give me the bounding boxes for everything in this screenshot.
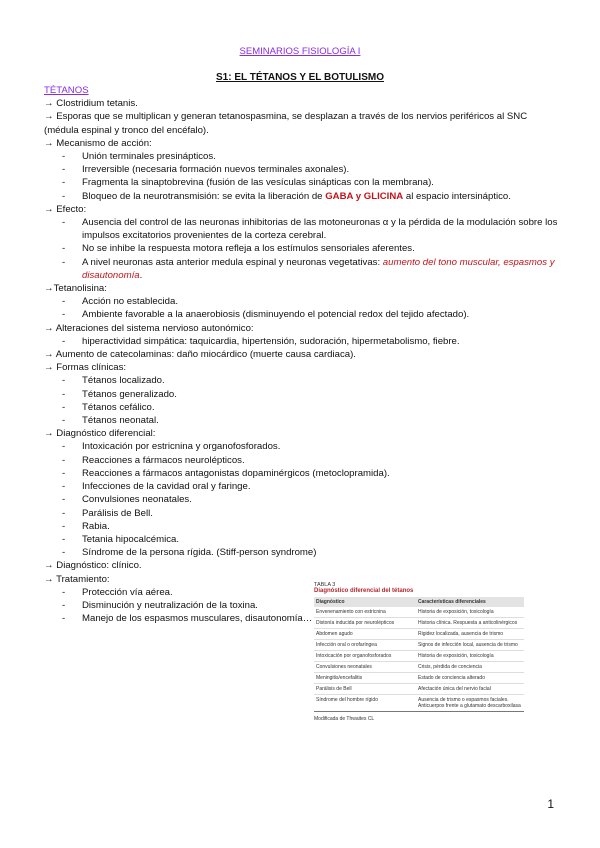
text-line: → Diagnóstico diferencial: xyxy=(44,428,156,440)
seminar-title: S1: EL TÉTANOS Y EL BOTULISMO xyxy=(216,72,384,83)
text-line: → Mecanismo de acción: xyxy=(44,137,152,149)
table-cell: Abdomen agudo xyxy=(316,631,353,637)
bullet-text: Ausencia del control de las neuronas inhibitorias de las motoneuronas α y la pérdida de la modulación sobre los impulsos excitatorios provenientes de la corteza cerebral. xyxy=(82,217,558,242)
bullet-item: - Tétanos cefálico. xyxy=(62,401,155,413)
text-line: → Diagnóstico: clínico. xyxy=(44,560,142,572)
bullet-text: Rabia. xyxy=(82,520,110,532)
table-row xyxy=(314,651,524,662)
bullet-text: Disminución y neutralización de la toxina. xyxy=(82,599,258,611)
table-row xyxy=(314,607,524,618)
bullet-item: - Protección vía aérea. xyxy=(62,586,173,598)
bullet-text: Tétanos cefálico. xyxy=(82,401,155,413)
bullet-item: - hiperactividad simpática: taquicardia, hipertensión, sudoración, hipermetabolismo, fiebre. xyxy=(62,335,460,347)
bullet-text: . xyxy=(139,269,143,281)
bullet-text: No se inhibe la respuesta motora refleja a los estímulos sensoriales aferentes. xyxy=(82,243,415,255)
text-line: → Efecto: xyxy=(44,203,87,215)
bullet-item: - Tétanos neonatal. xyxy=(62,415,159,427)
table-row xyxy=(314,618,524,629)
text-line: → Alteraciones del sistema nervioso autonómico: xyxy=(44,322,254,334)
text-line: → Clostridium tetanis. xyxy=(44,98,138,110)
table-title: Diagnóstico diferencial del tétanos xyxy=(314,588,414,594)
bullet-text: A nivel neuronas asta anterior medula espinal y neuronas vegetativas: xyxy=(82,256,383,268)
section-heading: TÉTANOS xyxy=(44,85,89,96)
bullet-text: Síndrome de la persona rígida. (Stiff-person syndrome) xyxy=(82,547,317,559)
bullet-item: - A nivel neuronas asta anterior medula espinal y neuronas vegetativas: aumento del tono muscular, espasmos y disautonomía. xyxy=(62,256,555,281)
bullet-text: Convulsiones neonatales. xyxy=(82,494,192,506)
table-cell: Historia de exposición, toxicología xyxy=(418,609,494,615)
table-cell: Historia clínica. Respuesta a anticolinérgicos xyxy=(418,620,518,626)
table-cell: Historia de exposición, toxicología xyxy=(418,653,494,659)
bullet-item: - Reacciones a fármacos antagonistas dopaminérgicos (metoclopramida). xyxy=(62,467,390,479)
table-row xyxy=(314,673,524,684)
bullet-item: - Ausencia del control de las neuronas inhibitorias de las motoneuronas α y la pérdida de la modulación sobre los impulsos excitatorios provenientes de la corteza cerebral. xyxy=(62,217,558,242)
bullet-item: - Disminución y neutralización de la toxina. xyxy=(62,599,258,611)
bullet-item: - Parálisis de Bell. xyxy=(62,507,153,519)
bullet-item: - Infecciones de la cavidad oral y faringe. xyxy=(62,481,251,493)
bullet-text: Fragmenta la sinaptobrevina (fusión de las vesículas sinápticas con la membrana). xyxy=(82,177,434,189)
table-cell: Signos de infección local, ausencia de trismo xyxy=(418,642,518,648)
text-line: → Tratamiento: xyxy=(44,573,110,585)
table-cell: Afectación única del nervio facial xyxy=(418,686,491,692)
document-body xyxy=(44,84,560,625)
bullet-text: Tétanos neonatal. xyxy=(82,415,159,427)
bullet-text: Tétanos generalizado. xyxy=(82,388,177,400)
bullet-text: Irreversible (necesaria formación nuevos terminales axonales). xyxy=(82,164,350,176)
bullet-text: al espacio intersináptico. xyxy=(403,190,511,202)
table-cell: Crisis, pérdida de conciencia xyxy=(418,664,482,670)
bullet-item: - Síndrome de la persona rígida. (Stiff-person syndrome) xyxy=(62,547,317,559)
highlight-text: aumento del tono muscular, espasmos y disautonomía xyxy=(82,256,555,281)
bullet-text: Unión terminales presinápticos. xyxy=(82,151,216,163)
table-cell: Intoxicación por organofosforados xyxy=(316,653,392,659)
course-title: SEMINARIOS FISIOLOGÍA I xyxy=(239,46,361,57)
table-cell: Parálisis de Bell xyxy=(316,686,352,692)
table-cell: Rigidez localizada, ausencia de trismo xyxy=(418,631,504,637)
bullet-item: - No se inhibe la respuesta motora refleja a los estímulos sensoriales aferentes. xyxy=(62,243,415,255)
page-number: 1 xyxy=(547,797,554,811)
bullet-item: - Convulsiones neonatales. xyxy=(62,494,192,506)
bullet-item: - Tétanos localizado. xyxy=(62,375,165,387)
bullet-text: Parálisis de Bell. xyxy=(82,507,153,519)
text-line: → Aumento de catecolaminas: daño miocárdico (muerte causa cardiaca). xyxy=(44,349,356,361)
table-row xyxy=(314,695,524,712)
bullet-item: - Tétanos generalizado. xyxy=(62,388,177,400)
table-cell: Síndrome del hombre rígido xyxy=(316,697,378,703)
table-row xyxy=(314,684,524,695)
bullet-text: Tetania hipocalcémica. xyxy=(82,533,180,545)
bullet-item: - Bloqueo de la neurotransmisión: se evita la liberación de GABA y GLICINA al espacio intersináptico. xyxy=(62,190,511,202)
table-header xyxy=(314,597,524,607)
bullet-item: - Ambiente favorable a la anaerobiosis (disminuyendo el potencial redox del tejido afectado). xyxy=(62,309,470,321)
text-line: → Formas clínicas: xyxy=(44,362,127,374)
bullet-text: Reacciones a fármacos neurolépticos. xyxy=(82,454,245,466)
bullet-item: - Irreversible (necesaria formación nuevos terminales axonales). xyxy=(62,164,350,176)
table-header-cell: Diagnóstico xyxy=(316,599,345,605)
table-cell: Meningitis/encefalitis xyxy=(316,675,363,681)
bullet-text: Ambiente favorable a la anaerobiosis (disminuyendo el potencial redox del tejido afectado). xyxy=(82,309,470,321)
highlight-text: GABA y GLICINA xyxy=(325,190,404,202)
table-cell: Estado de conciencia alterado xyxy=(418,675,485,681)
bullet-text: Manejo de los espasmos musculares, disautonomía… xyxy=(82,613,313,625)
table-row xyxy=(314,662,524,673)
bullet-item: - Acción no establecida. xyxy=(62,296,178,308)
bullet-text: Reacciones a fármacos antagonistas dopaminérgicos (metoclopramida). xyxy=(82,467,390,479)
bullet-item: - Tetania hipocalcémica. xyxy=(62,533,180,545)
table-footer: Modificada de Thwaites CL xyxy=(314,716,375,722)
table-row xyxy=(314,640,524,651)
bullet-text: Acción no establecida. xyxy=(82,296,178,308)
bullet-item: - Intoxicación por estricnina y organofosforados. xyxy=(62,441,281,453)
bullet-item: - Rabia. xyxy=(62,520,110,532)
bullet-text: hiperactividad simpática: taquicardia, hipertensión, sudoración, hipermetabolismo, fiebre. xyxy=(82,335,460,347)
bullet-item: - Fragmenta la sinaptobrevina (fusión de las vesículas sinápticas con la membrana). xyxy=(62,177,434,189)
differential-diagnosis-table xyxy=(314,582,524,722)
bullet-item: - Unión terminales presinápticos. xyxy=(62,151,216,163)
bullet-text: Intoxicación por estricnina y organofosforados. xyxy=(82,441,281,453)
table-cell: Distonía inducida por neurolépticos xyxy=(316,620,395,626)
table-label: TABLA 3 xyxy=(314,582,336,588)
table-cell: Ausencia de trismo o espasmos faciales. Anticuerpos frente a glutamato descarboxilasa xyxy=(418,697,521,709)
table-row xyxy=(314,629,524,640)
text-line: →Tetanolisina: xyxy=(44,283,107,295)
table-cell: Infección oral o orofaríngea xyxy=(316,642,377,648)
bullet-text: Bloqueo de la neurotransmisión: se evita la liberación de xyxy=(82,190,326,202)
text-line: → Esporas que se multiplican y generan tetanospasmina, se desplazan a través de los nervios periféricos al SNC (médula espinal y tronco del encéfalo). xyxy=(44,111,528,136)
bullet-text: Tétanos localizado. xyxy=(82,375,165,387)
bullet-text: Protección vía aérea. xyxy=(82,586,173,598)
table-cell: Envenenamiento con estricnina xyxy=(316,609,386,615)
table-cell: Convulsiones neonatales xyxy=(316,664,372,670)
bullet-item: - Reacciones a fármacos neurolépticos. xyxy=(62,454,245,466)
bullet-text: Infecciones de la cavidad oral y faringe. xyxy=(82,481,251,493)
bullet-item: - Manejo de los espasmos musculares, disautonomía… xyxy=(62,613,313,625)
table-header-cell: Características diferenciales xyxy=(418,599,486,605)
